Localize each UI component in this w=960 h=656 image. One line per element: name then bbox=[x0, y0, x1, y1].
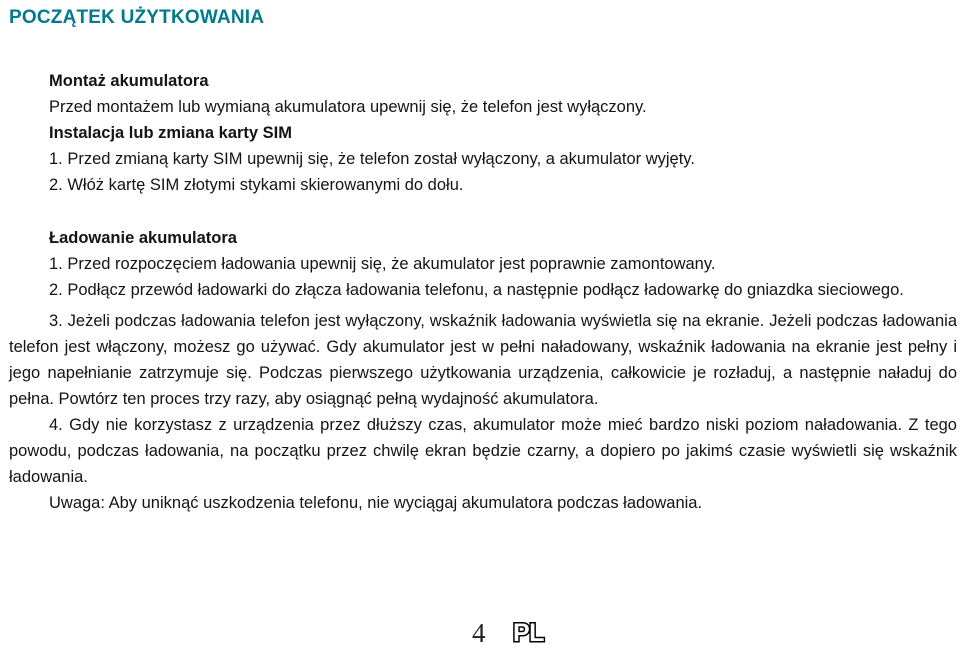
section-spacer bbox=[9, 198, 957, 225]
battery-mount-heading: Montaż akumulatora bbox=[49, 72, 209, 90]
charging-note: Uwaga: Aby uniknąć uszkodzenia telefonu, nie wyciągaj akumulatora podczas ładowania. bbox=[49, 494, 703, 512]
sim-step-2: 2. Włóż kartę SIM złotymi stykami skierowanymi do dołu. bbox=[49, 176, 464, 194]
charging-step-2: 2. Podłącz przewód ładowarki do złącza ładowania telefonu, a następnie podłącz ładowarkę do gniazdka sieciowego. bbox=[49, 281, 904, 299]
page-footer bbox=[0, 616, 960, 656]
battery-mount-text: Przed montażem lub wymianą akumulatora upewnij się, że telefon jest wyłączony. bbox=[49, 98, 647, 116]
sim-step-1: 1. Przed zmianą karty SIM upewnij się, że telefon został wyłączony, a akumulator wyjęty. bbox=[49, 150, 695, 168]
language-badge: PL bbox=[513, 619, 544, 647]
sim-heading: Instalacja lub zmiana karty SIM bbox=[49, 124, 293, 142]
manual-content bbox=[9, 68, 957, 516]
page-number: 4 bbox=[472, 618, 486, 648]
charging-heading: Ładowanie akumulatora bbox=[49, 229, 237, 247]
charging-step-3: 3. Jeżeli podczas ładowania telefon jest wyłączony, wskaźnik ładowania wyświetla się na ekranie. Jeżeli podczas ładowania telefon jest włączony, możesz go używać. Gdy akumulator jest w pełni naładowany, wskaźnik ładowania na ekranie jest pełny i jego napełnianie zatrzymuje się. Podczas pierwszego użytkowania urządzenia, całkowicie je rozładuj, a następnie naładuj do pełna. Powtórz ten proces trzy razy, aby osiągnąć pełną wydajność akumulatora. bbox=[9, 312, 957, 408]
charging-step-1: 1. Przed rozpoczęciem ładowania upewnij się, że akumulator jest poprawnie zamontowany. bbox=[49, 255, 716, 273]
charging-step-4: 4. Gdy nie korzystasz z urządzenia przez dłuższy czas, akumulator może mieć bardzo niski poziom naładowania. Z tego powodu, podczas ładowania, na początku przez chwilę ekran będzie czarny, a dopiero po jakimś czasie wyświetli się wskaźnik ładowania. bbox=[9, 416, 957, 486]
page-title: POCZĄTEK UŻYTKOWANIA bbox=[9, 7, 265, 28]
